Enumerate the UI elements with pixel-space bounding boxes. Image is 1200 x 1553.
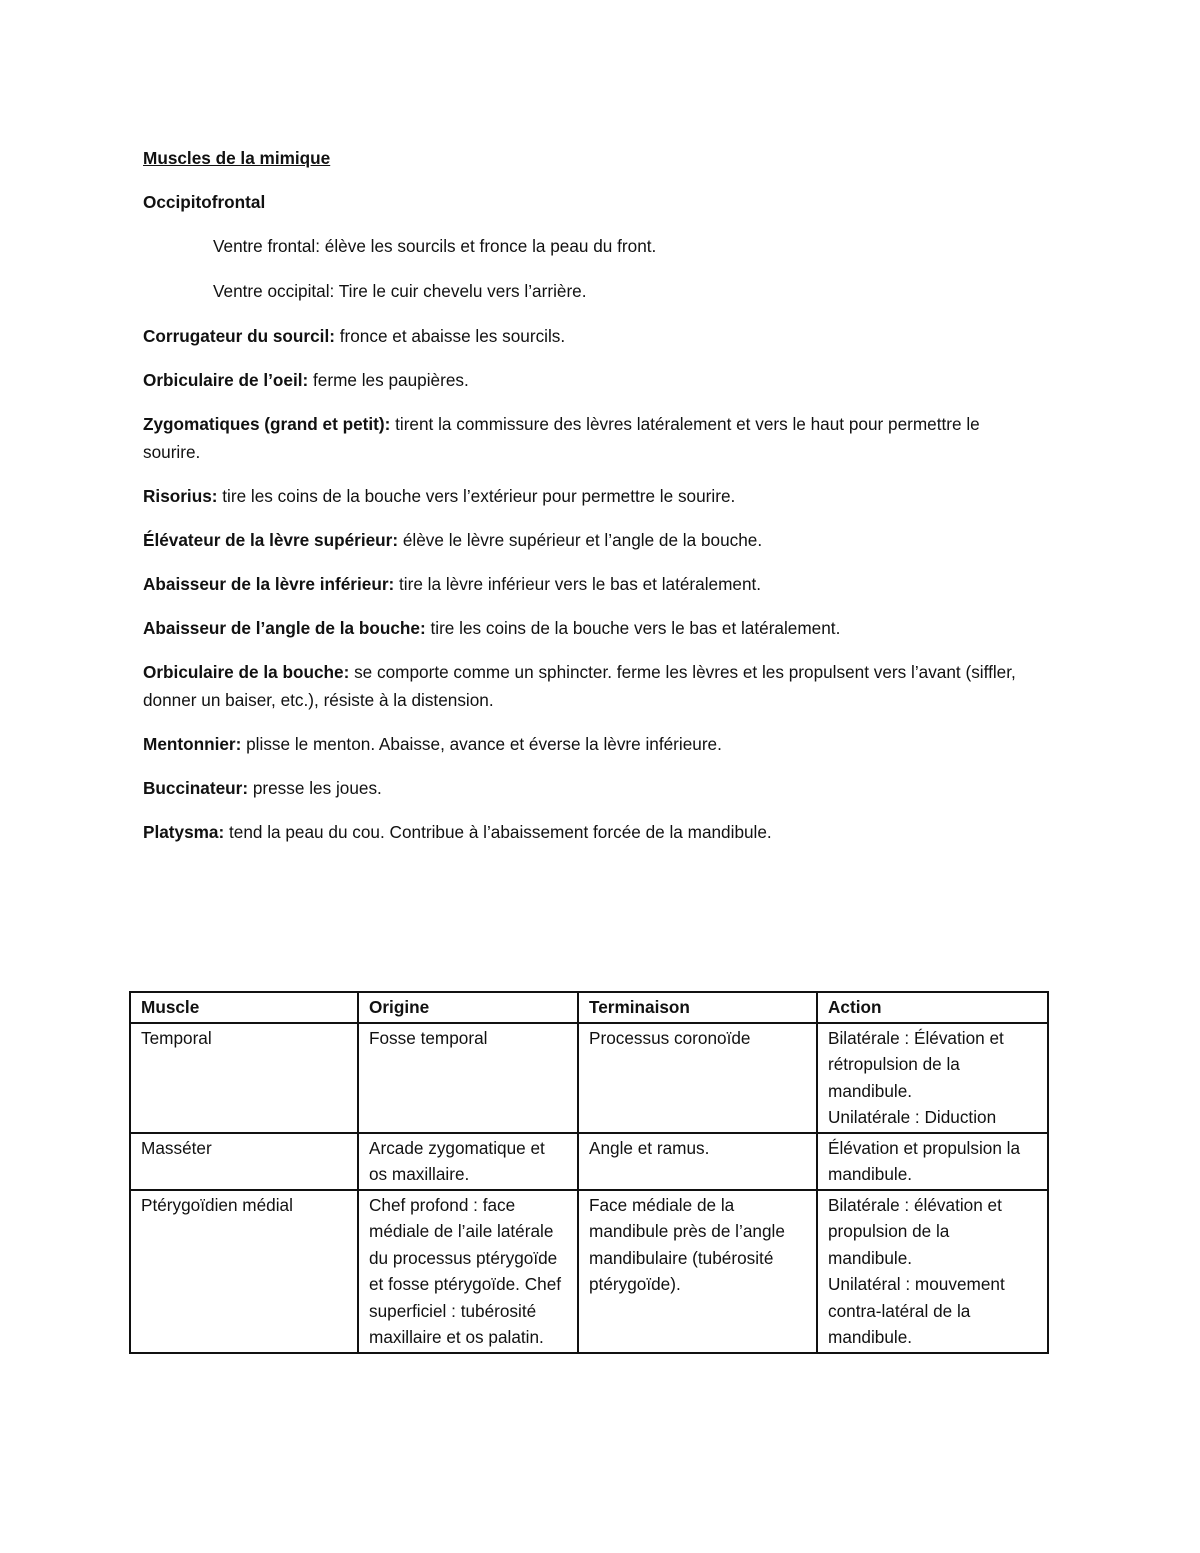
sub-paragraph: Ventre occipital: Tire le cuir chevelu vers l’arrière. xyxy=(213,281,587,301)
muscle-paragraph xyxy=(143,410,1023,466)
muscle-description: tend la peau du cou. Contribue à l’abaissement forcée de la mandibule. xyxy=(224,822,772,842)
muscle-description: plisse le menton. Abaisse, avance et éverse la lèvre inférieure. xyxy=(241,734,722,754)
muscle-paragraph xyxy=(143,774,1023,802)
cell-muscle: Temporal xyxy=(130,1023,358,1133)
table-row xyxy=(130,1133,1048,1190)
cell-action xyxy=(817,1133,1048,1190)
muscle-term: Platysma: xyxy=(143,822,225,842)
muscle-term: Risorius: xyxy=(143,486,218,506)
muscle-term: Zygomatiques (grand et petit): xyxy=(143,414,391,434)
muscle-description: se comporte comme un sphincter. ferme les lèvres et les propulsent vers l’avant (siffler, donner un baiser, etc.), résiste à la distension. xyxy=(143,662,1016,710)
muscle-term: Orbiculaire de l’oeil: xyxy=(143,370,309,390)
action-line: Élévation et propulsion la mandibule. xyxy=(828,1137,1021,1184)
muscle-paragraph xyxy=(143,818,1023,846)
muscle-description: tire les coins de la bouche vers l’extérieur pour permettre le sourire. xyxy=(217,486,736,506)
muscle-description: élève le lèvre supérieur et l’angle de la bouche. xyxy=(398,530,763,550)
muscle-term: Buccinateur: xyxy=(143,778,249,798)
cell-muscle: Masséter xyxy=(130,1133,358,1190)
muscle-term: Élévateur de la lèvre supérieur: xyxy=(143,530,399,550)
action-line: Bilatérale : élévation et propulsion de la mandibule. xyxy=(828,1194,1002,1268)
cell-origine: Chef profond : face médiale de l’aile latérale du processus ptérygoïde et fosse ptérygoïde. Chef superficiel : tubérosité maxillaire et os palatin. xyxy=(358,1190,578,1353)
column-header-muscle: Muscle xyxy=(130,992,358,1023)
cell-action xyxy=(817,1190,1048,1353)
muscle-description: presse les joues. xyxy=(248,778,382,798)
muscles-table xyxy=(129,991,1049,1354)
table-header-row xyxy=(130,992,1048,1023)
table-row xyxy=(130,1190,1048,1353)
column-header-origine: Origine xyxy=(358,992,578,1023)
cell-terminaison: Angle et ramus. xyxy=(578,1133,817,1190)
muscle-term: Mentonnier: xyxy=(143,734,242,754)
muscle-paragraph xyxy=(143,526,1023,554)
column-header-terminaison: Terminaison xyxy=(578,992,817,1023)
page-title: Muscles de la mimique xyxy=(143,148,331,168)
section-heading-occipitofrontal: Occipitofrontal xyxy=(143,192,266,212)
action-line: Unilatérale : Diduction xyxy=(828,1107,997,1127)
muscle-term: Corrugateur du sourcil: xyxy=(143,326,335,346)
action-line: Unilatéral : mouvement contra-latéral de la mandibule. xyxy=(828,1274,1005,1347)
action-line: Bilatérale : Élévation et rétropulsion de la mandibule. xyxy=(828,1027,1004,1101)
muscle-paragraph xyxy=(143,366,1023,394)
muscle-paragraph xyxy=(143,730,1023,758)
cell-action xyxy=(817,1023,1048,1133)
muscle-term: Abaisseur de l’angle de la bouche: xyxy=(143,618,426,638)
muscle-paragraph xyxy=(143,322,1023,350)
cell-muscle: Ptérygoïdien médial xyxy=(130,1190,358,1353)
muscle-description: tire les coins de la bouche vers le bas et latéralement. xyxy=(425,618,841,638)
cell-origine: Arcade zygomatique et os maxillaire. xyxy=(358,1133,578,1190)
cell-origine: Fosse temporal xyxy=(358,1023,578,1133)
table-row xyxy=(130,1023,1048,1133)
document-body xyxy=(143,144,1023,862)
muscle-paragraph xyxy=(143,614,1023,642)
muscle-paragraph xyxy=(143,482,1023,510)
muscle-paragraph xyxy=(143,658,1023,714)
muscle-term: Orbiculaire de la bouche: xyxy=(143,662,350,682)
sub-paragraph: Ventre frontal: élève les sourcils et fronce la peau du front. xyxy=(213,236,657,256)
muscle-description: tire la lèvre inférieur vers le bas et latéralement. xyxy=(394,574,762,594)
muscle-paragraph xyxy=(143,570,1023,598)
muscle-description: tirent la commissure des lèvres latéralement et vers le haut pour permettre le sourire. xyxy=(143,414,980,462)
muscle-description: ferme les paupières. xyxy=(308,370,469,390)
cell-terminaison: Face médiale de la mandibule près de l’angle mandibulaire (tubérosité ptérygoïde). xyxy=(578,1190,817,1353)
muscle-term: Abaisseur de la lèvre inférieur: xyxy=(143,574,395,594)
column-header-action: Action xyxy=(817,992,1048,1023)
muscle-description: fronce et abaisse les sourcils. xyxy=(334,326,566,346)
cell-terminaison: Processus coronoïde xyxy=(578,1023,817,1133)
